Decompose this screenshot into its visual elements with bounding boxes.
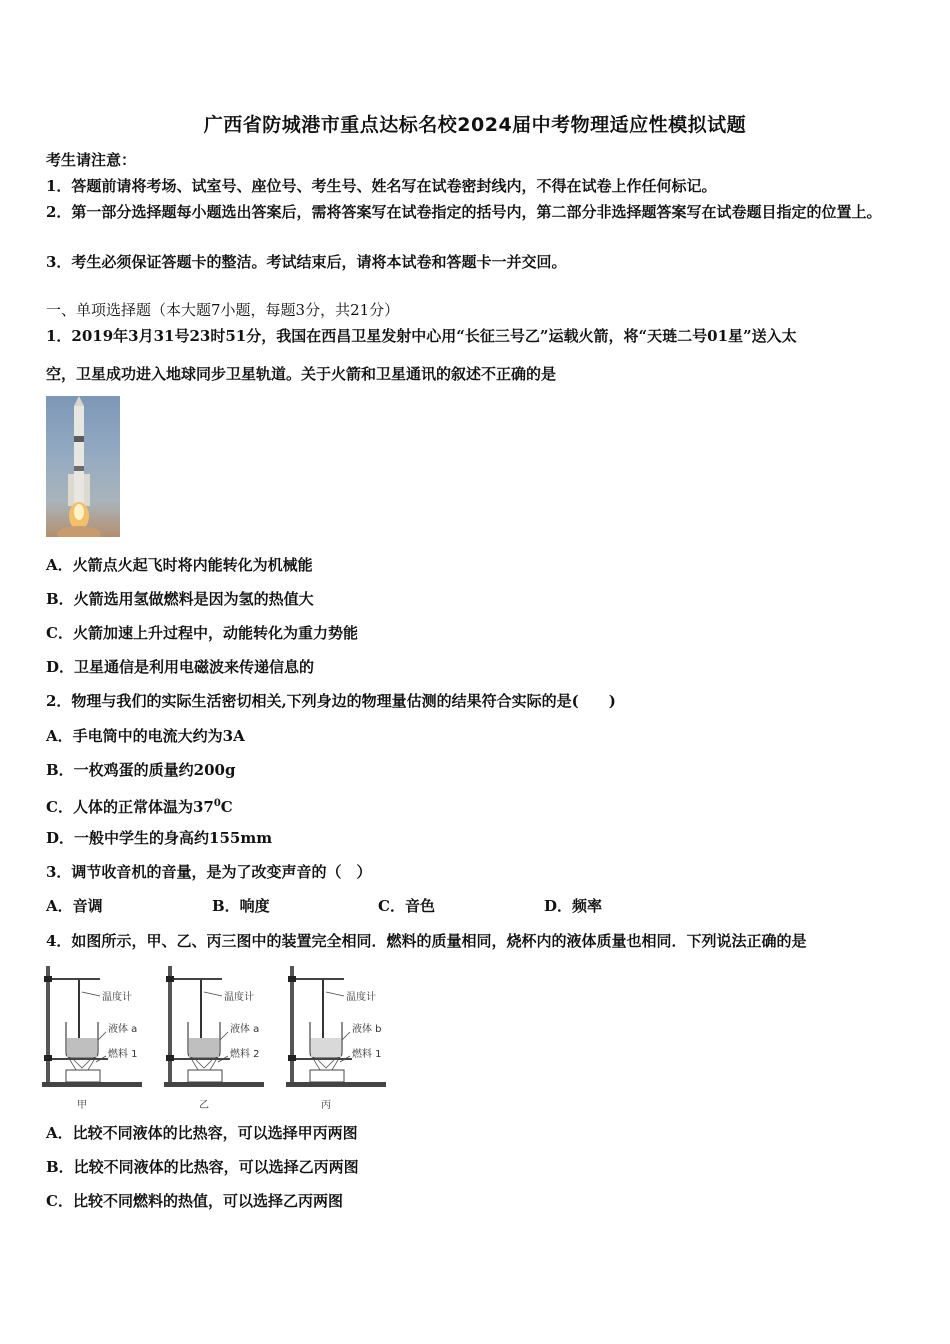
- question-3-option-a: A．音调: [46, 897, 103, 915]
- question-4-option-a: A．比较不同液体的比热容，可以选择甲丙两图: [46, 1124, 358, 1142]
- notice-item-2: 2．第一部分选择题每小题选出答案后，需将答案写在试卷指定的括号内，第二部分非选择题答案写在试卷题目指定的位置上。: [46, 203, 882, 221]
- caption-bing: 丙: [321, 1100, 331, 1111]
- apparatus-jia: [42, 966, 142, 1111]
- question-1-option-a: A．火箭点火起飞时将内能转化为机械能: [46, 556, 313, 574]
- liquid-label-jia: 液体 a: [108, 1024, 138, 1035]
- question-1-stem-line-1: 1．2019年3月31号23时51分，我国在西昌卫星发射中心用“长征三号乙”运载火箭，将“天琏二号01星”送入太: [46, 327, 797, 345]
- question-3-option-d: D．频率: [544, 897, 603, 915]
- notice-item-1: 1．答题前请将考场、试室号、座位号、考生号、姓名写在试卷密封线内，不得在试卷上作任何标记。: [46, 177, 717, 195]
- question-1-option-d: D．卫星通信是利用电磁波来传递信息的: [46, 658, 315, 676]
- question-2-option-c: [46, 794, 233, 817]
- thermometer-label-jia: 温度计: [102, 992, 132, 1003]
- fuel-label-bing: 燃料 1: [352, 1049, 382, 1060]
- notice-item-3: 3．考生必须保证答题卡的整洁。考试结束后，请将本试卷和答题卡一并交回。: [46, 253, 567, 271]
- fuel-label-yi: 燃料 2: [230, 1049, 260, 1060]
- celsius-unit: C: [220, 798, 233, 816]
- rocket-launch-image: [46, 396, 120, 537]
- liquid-label-yi: 液体 a: [230, 1024, 260, 1035]
- liquid-label-bing: 液体 b: [352, 1024, 382, 1035]
- section-heading: 一、单项选择题（本大题7小题，每题3分，共21分）: [46, 301, 400, 319]
- question-1-stem-line-2: 空，卫星成功进入地球同步卫星轨道。关于火箭和卫星通讯的叙述不正确的是: [46, 365, 557, 383]
- question-3-option-c: C．音色: [378, 897, 435, 915]
- question-2-option-a: A．手电筒中的电流大约为3A: [46, 727, 245, 745]
- thermometer-label-yi: 温度计: [224, 992, 254, 1003]
- question-2-option-c-text: C．人体的正常体温为37: [46, 798, 214, 816]
- degree-superscript: 0: [213, 798, 221, 809]
- question-3-options: [46, 896, 746, 916]
- notice-heading: 考生请注意：: [46, 151, 137, 169]
- caption-jia: 甲: [77, 1100, 87, 1111]
- thermometer-label-bing: 温度计: [346, 992, 376, 1003]
- question-2-option-d: D．一般中学生的身高约155mm: [46, 829, 273, 847]
- fuel-label-jia: 燃料 1: [108, 1049, 138, 1060]
- question-3-stem: 3．调节收音机的音量，是为了改变声音的（ ）: [46, 863, 372, 881]
- caption-yi: 乙: [199, 1100, 209, 1111]
- page-title: 广西省防城港市重点达标名校2024届中考物理适应性模拟试题: [203, 114, 747, 136]
- question-1-option-b: B．火箭选用氢做燃料是因为氢的热值大: [46, 590, 314, 608]
- question-1-option-c: C．火箭加速上升过程中，动能转化为重力势能: [46, 624, 358, 642]
- question-4-option-b: B．比较不同液体的比热容，可以选择乙丙两图: [46, 1158, 359, 1176]
- question-4-stem: 4．如图所示，甲、乙、丙三图中的装置完全相同．燃料的质量相同，烧杯内的液体质量也相同．下列说法正确的是: [46, 932, 807, 950]
- question-2-stem: 2．物理与我们的实际生活密切相关,下列身边的物理量估测的结果符合实际的是( ): [46, 692, 616, 710]
- apparatus-bing: [286, 966, 386, 1111]
- question-4-option-c: C．比较不同燃料的热值，可以选择乙丙两图: [46, 1192, 343, 1210]
- heating-apparatus-figure: [42, 962, 402, 1112]
- question-2-option-b: B．一枚鸡蛋的质量约200g: [46, 761, 236, 779]
- apparatus-yi: [164, 966, 264, 1111]
- question-3-option-b: B．响度: [212, 897, 270, 915]
